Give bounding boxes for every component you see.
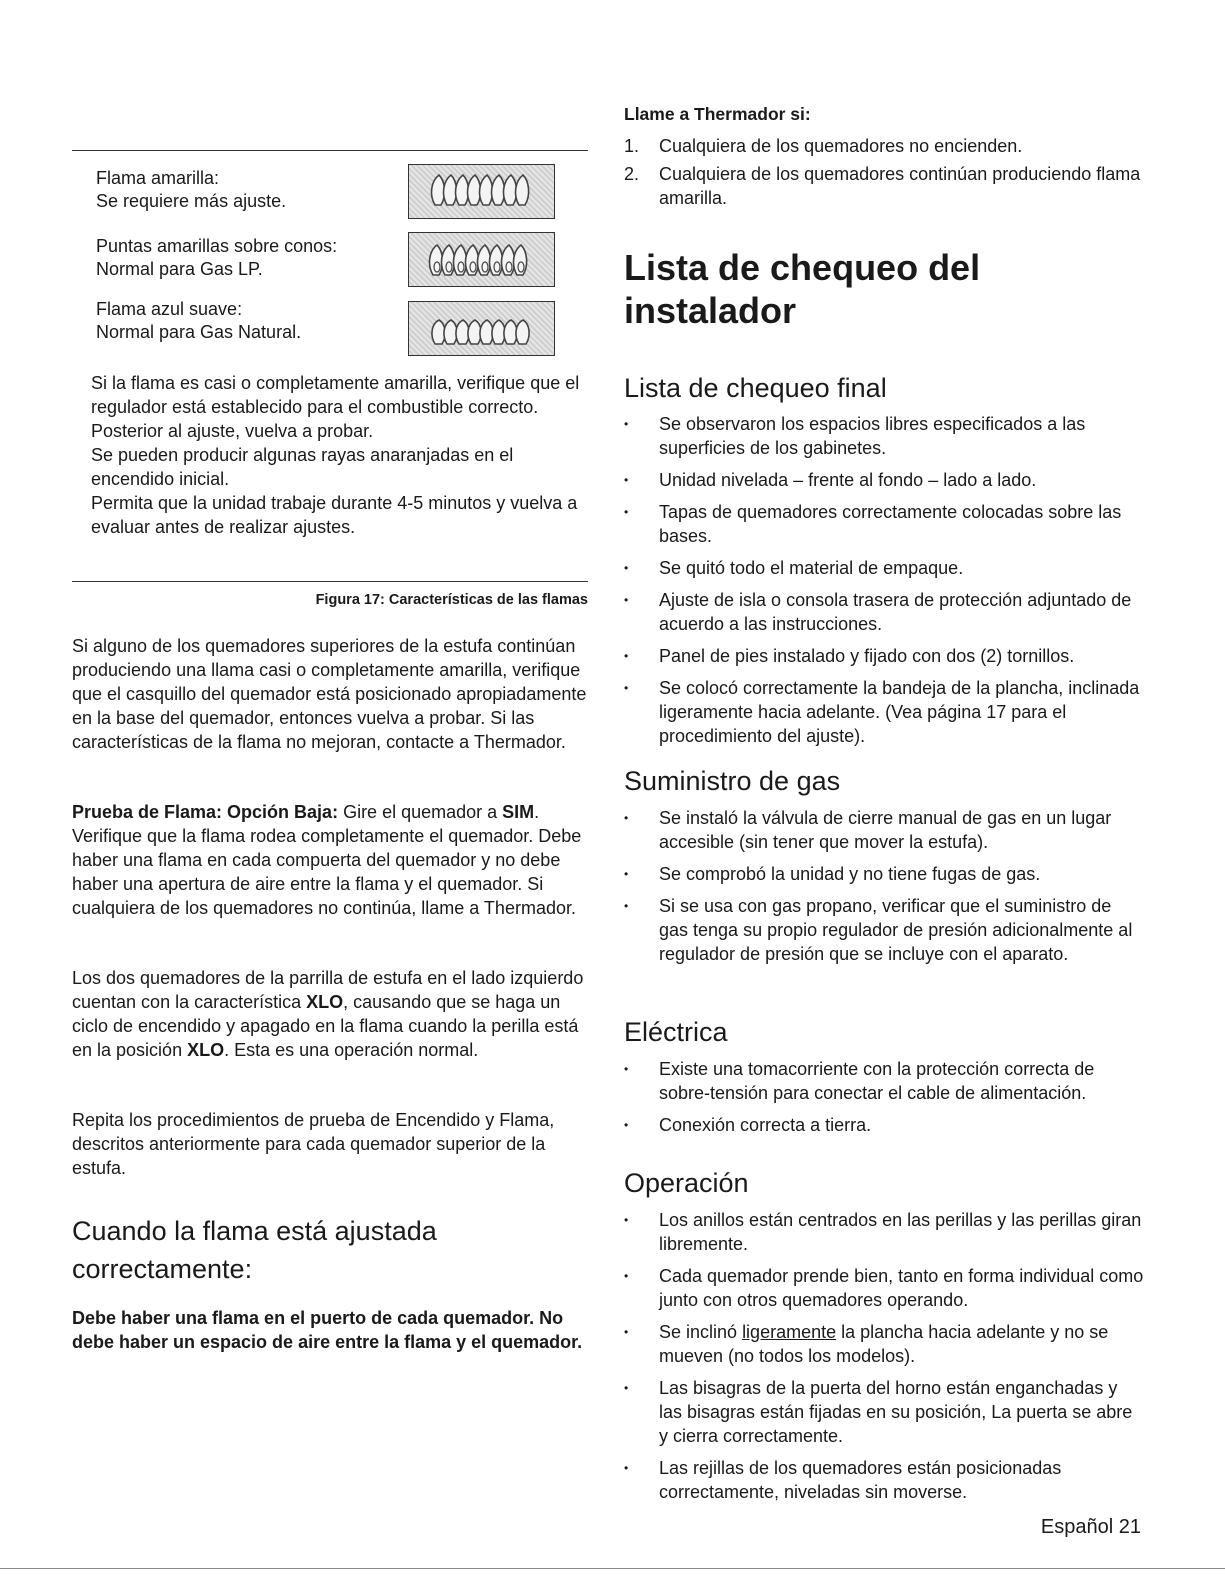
section-heading-gas: Suministro de gas bbox=[624, 766, 841, 796]
page-title: Lista de chequeo del instalador bbox=[624, 247, 981, 331]
list-item: • Si se usa con gas propano, verificar que el suministro de gas tenga su propio regulador de presión adicionalmente al regulador de presión que se incluye con el aparato. bbox=[624, 894, 1144, 966]
list-item: • Se comprobó la unidad y no tiene fugas de gas. bbox=[624, 862, 1144, 886]
call-thermador-title: Llame a Thermador si: bbox=[624, 104, 811, 124]
gas-checklist bbox=[624, 806, 1144, 974]
list-item: • Cada quemador prende bien, tanto en forma individual como junto con otros quemadores operando. bbox=[624, 1264, 1144, 1312]
final-checklist bbox=[624, 412, 1144, 756]
bottom-rule bbox=[0, 1568, 1225, 1569]
list-item: • Tapas de quemadores correctamente colocadas sobre las bases. bbox=[624, 500, 1144, 548]
section-heading-electric: Eléctrica bbox=[624, 1017, 728, 1047]
adjusted-flame-note: Debe haber una flama en el puerto de cada quemador. No debe haber un espacio de aire entre la flama y el quemador. bbox=[72, 1308, 583, 1352]
list-item: • Se inclinó ligeramente la plancha hacia adelante y no se mueven (no todos los modelos). bbox=[624, 1320, 1144, 1368]
list-item: • Existe una tomacorriente con la protección correcta de sobre-tensión para conectar el cable de alimentación. bbox=[624, 1057, 1144, 1105]
flame-desc: Se requiere más ajuste. bbox=[96, 191, 287, 211]
paragraph-yellow-flame: Si alguno de los quemadores superiores de la estufa continúan produciendo una llama casi o completamente amarilla, verifique que el casquillo del quemador está posicionado apropiadamente en la base del quemador, entonces vuelva a probar. Si las características de la flama no mejoran, contacte a Thermador. bbox=[72, 636, 587, 752]
list-item: • Unidad nivelada – frente al fondo – lado a lado. bbox=[624, 468, 1144, 492]
list-item: • Las bisagras de la puerta del horno están enganchadas y las bisagras están fijadas en su posición, La puerta se abre y cierra correctamente. bbox=[624, 1376, 1144, 1448]
list-item: • Se observaron los espacios libres especificados a las superficies de los gabinetes. bbox=[624, 412, 1144, 460]
section-heading-final: Lista de chequeo final bbox=[624, 373, 887, 403]
figure-top-rule bbox=[72, 150, 588, 151]
figure-caption: Figura 17: Características de las flamas bbox=[315, 592, 588, 608]
paragraph-low-flame-test: Prueba de Flama: Opción Baja: Gire el quemador a SIM. Verifique que la flama rodea completamente el quemador. Debe haber una flama en cada compuerta del quemador y no debe haber una apertura de aire entre la flama y el quemador. Si cualquiera de los quemadores no continúa, llame a Thermador. bbox=[72, 802, 582, 918]
soft-blue-flame-illustration bbox=[408, 301, 555, 356]
electric-checklist bbox=[624, 1057, 1144, 1145]
list-item: • Las rejillas de los quemadores están posicionadas correctamente, niveladas sin moverse. bbox=[624, 1456, 1144, 1504]
paragraph-xlo: Los dos quemadores de la parrilla de estufa en el lado izquierdo cuentan con la característica XLO, causando que se haga un ciclo de encendido y apagado en la flama cuando la perilla está en la posición XLO. Esta es una operación normal. bbox=[72, 968, 584, 1060]
flame-row-yellow-tips bbox=[96, 235, 337, 281]
flame-title: Flama amarilla: bbox=[96, 168, 220, 188]
list-item: • Panel de pies instalado y fijado con dos (2) tornillos. bbox=[624, 644, 1144, 668]
yellow-flame-illustration bbox=[408, 164, 555, 219]
flame-row-blue bbox=[96, 298, 301, 344]
section-heading-operation: Operación bbox=[624, 1168, 749, 1198]
page-number: Español 21 bbox=[1040, 1516, 1141, 1538]
list-item: • Se quitó todo el material de empaque. bbox=[624, 556, 1144, 580]
flame-row-yellow bbox=[96, 167, 286, 213]
figure-bottom-rule bbox=[72, 581, 588, 582]
flame-title: Puntas amarillas sobre conos: bbox=[96, 236, 338, 256]
list-item: • Se instaló la válvula de cierre manual de gas en un lugar accesible (sin tener que mover la estufa). bbox=[624, 806, 1144, 854]
list-item: • Conexión correcta a tierra. bbox=[624, 1113, 1144, 1137]
adjusted-flame-heading: Cuando la flama está ajustada correctamente: bbox=[72, 1216, 437, 1284]
flame-title: Flama azul suave: bbox=[96, 299, 243, 319]
figure-note: Si la flama es casi o completamente amarilla, verifique que el regulador está establecido para el combustible correcto. Posterior al ajuste, vuelva a probar. Se pueden producir algunas rayas anaranjadas en el encendido inicial. Permita que la unidad trabaje durante 4-5 minutos y vuelva a evaluar antes de realizar ajustes. bbox=[91, 373, 580, 537]
list-item: 2. Cualquiera de los quemadores continúan produciendo flama amarilla. bbox=[624, 164, 1141, 208]
yellow-tips-flame-illustration bbox=[408, 232, 555, 287]
list-item: 1. Cualquiera de los quemadores no encienden. bbox=[624, 136, 1023, 156]
list-item: • Los anillos están centrados en las perillas y las perillas giran libremente. bbox=[624, 1208, 1144, 1256]
list-item: • Se colocó correctamente la bandeja de la plancha, inclinada ligeramente hacia adelante. (Vea página 17 para el procedimiento del ajuste). bbox=[624, 676, 1144, 748]
flame-desc: Normal para Gas Natural. bbox=[96, 322, 302, 342]
paragraph-repeat-tests: Repita los procedimientos de prueba de Encendido y Flama, descritos anteriormente para cada quemador superior de la estufa. bbox=[72, 1110, 555, 1178]
operation-checklist bbox=[624, 1208, 1144, 1512]
list-item: • Ajuste de isla o consola trasera de protección adjuntado de acuerdo a las instrucciones. bbox=[624, 588, 1144, 636]
call-thermador-list bbox=[624, 134, 1144, 214]
flame-desc: Normal para Gas LP. bbox=[96, 259, 263, 279]
